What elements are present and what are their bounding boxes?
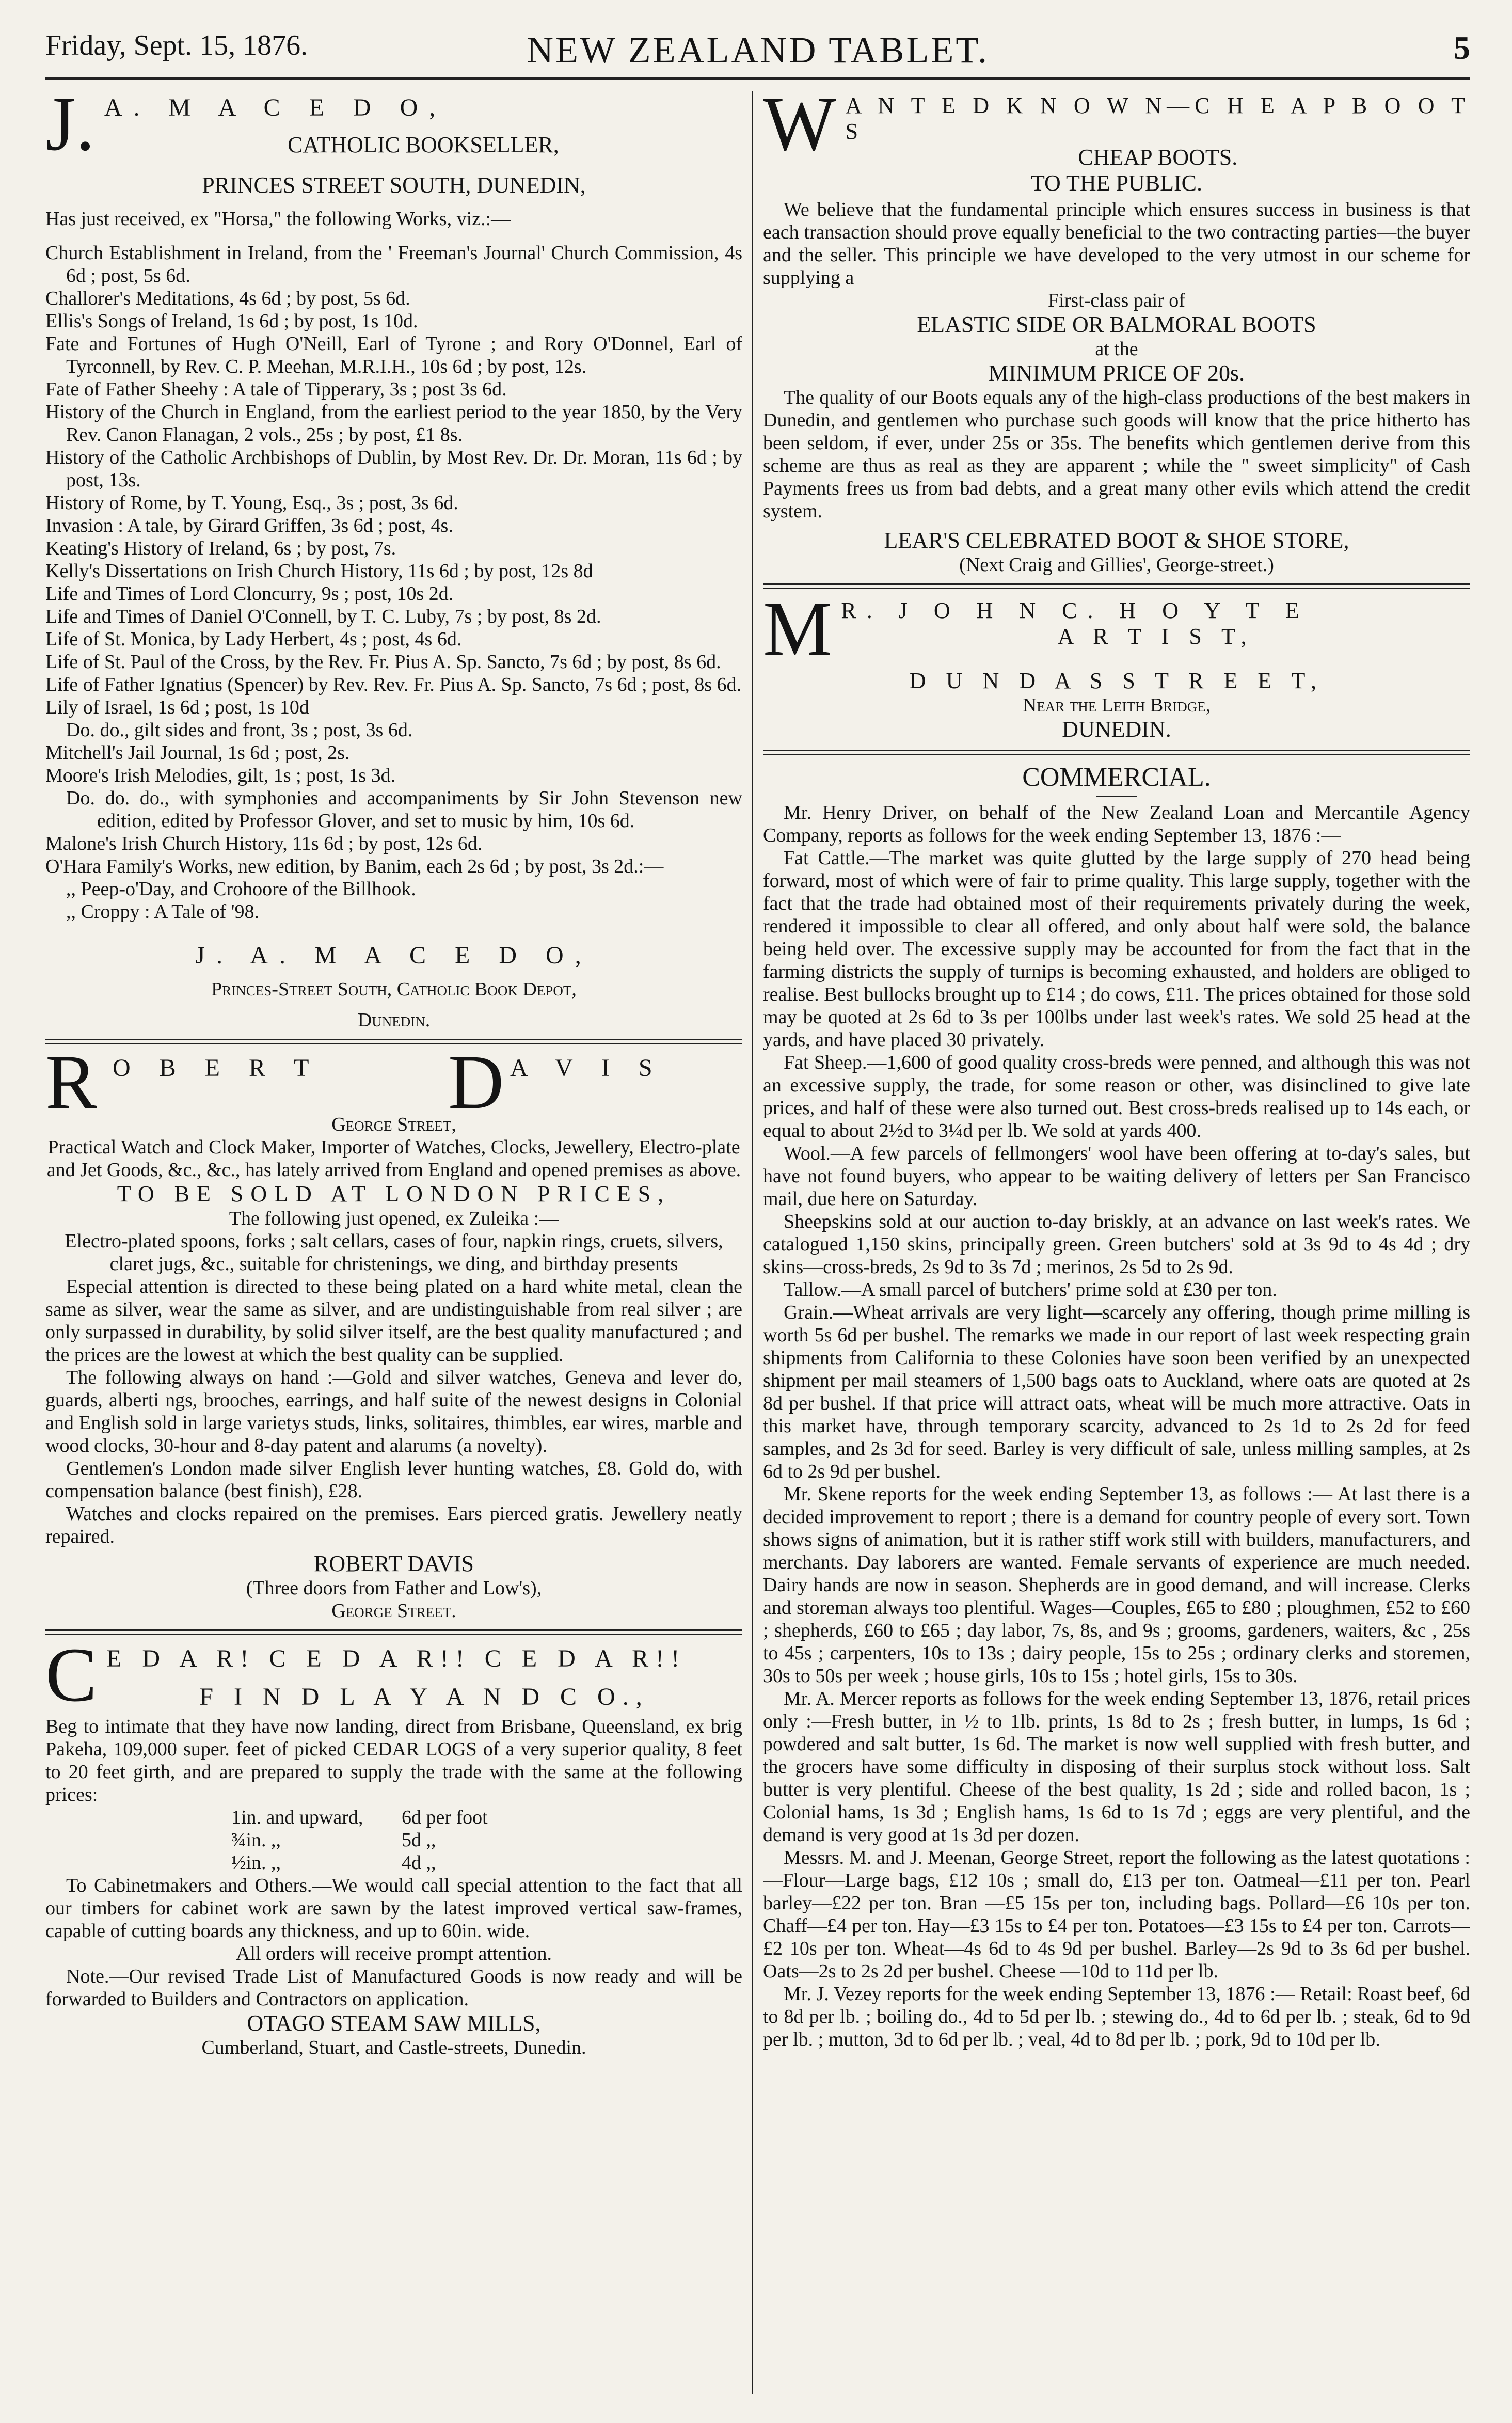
cedar-note: Note.—Our revised Trade List of Manufactured Goods is now ready and will be forwarded to Builders and Contractors on application. [45, 1966, 742, 2010]
davis-location: (Three doors from Father and Low's), [246, 1577, 542, 1599]
commercial-para: Mr. Skene reports for the week ending September 13, as follows :— At last there is a decided improvement to report ; there is a demand for country people of every sort. Town shows signs of animation, but it is rather stiff work still with builders, manufacturers, and merchants. Day laborers are wanted. Female servants of experience are much needed. Dairy hands are now in season. Shepherds are in good demand, and will increase. Clerks and storeman always too plentiful. Wages—Couples, £65 to £80 ; ploughmen, £52 to £60 ; shepherds, £60 to £65 ; day labor, 7s, 8s, and 9s ; grooms, gardeners, waiters, &c , 25s to 45s ; carpenters, 10s to 13s ; dairy people, 15s to 25s ; ordinary clerks and storemen, 30s to 50s per week ; house girls, 10s to 15s ; hotel girls, 15s to 30s. [763, 1483, 1470, 1687]
macedo-advert [45, 91, 742, 1032]
macedo-signature: J. A. M A C E D O, [195, 942, 593, 969]
macedo-drop-cap: J. [45, 91, 95, 158]
price-value: 5d ,, [402, 1829, 436, 1851]
davis-para-4: Watches and clocks repaired on the premises. Ears pierced gratis. Jewellery neatly repaired. [45, 1503, 742, 1547]
macedo-intro: Has just received, ex "Horsa," the following Works, viz.:— [45, 208, 511, 230]
section-rule [45, 1039, 742, 1040]
davis-first-name: O B E R T [113, 1054, 321, 1082]
davis-para-1: Especial attention is directed to these being plated on a hard white metal, clean the same as silver, wear the same as silver, and are undistinguishable from real silver ; are only surpassed in durability, by solid silver itself, are the best quality manufactured ; and the prices are the lowest at which the best quality can be supplied. [45, 1276, 742, 1366]
macedo-book-list [45, 242, 742, 923]
cedar-mills: OTAGO STEAM SAW MILLS, [247, 2010, 541, 2036]
commercial-para: Wool.—A few parcels of fellmongers' wool have been offering at to-day's sales, but have not found buyers, who appear to be waiting delivery of letters per San Francisco mail, due here on Saturday. [763, 1143, 1470, 1210]
macedo-depot: Princes-Street South, Catholic Book Depot, [211, 978, 577, 1000]
commercial-section [763, 762, 1470, 2051]
hoyte-artist: A R T I S T, [1057, 624, 1254, 649]
davis-heading: TO BE SOLD AT LONDON PRICES, [117, 1181, 671, 1207]
boots-drop-cap: W [763, 91, 836, 167]
cedar-para-1: Beg to intimate that they have now landing, direct from Brisbane, Queensland, ex brig Pakeha, 109,000 super. feet of picked CEDAR LOGS of a very superior quality, 8 feet to 20 feet girth, and are prepared to supply the trade with the same at the following prices: [45, 1716, 742, 1806]
commercial-para: Mr. J. Vezey reports for the week ending September 13, 1876 :— Retail: Roast beef, 6d to 8d per lb. ; boiling do., 4d to 5d per lb. ; stewing do., 4d to 6d per lb. ; steak, 6d to 9d per lb. ; mutton, 3d to 6d per lb. ; veal, 4d to 8d per lb. ; pork, 9d to 10d per lb. [763, 1983, 1470, 2050]
book-item: History of Rome, by T. Young, Esq., 3s ; post, 3s 6d. [45, 492, 458, 514]
book-item: Moore's Irish Melodies, gilt, 1s ; post, 1s 3d. [45, 765, 396, 786]
book-item: Life and Times of Lord Cloncurry, 9s ; post, 10s 2d. [45, 583, 454, 605]
boots-firstclass: First-class pair of [1048, 290, 1185, 311]
boots-public: TO THE PUBLIC. [1030, 170, 1203, 196]
book-item: Challorer's Meditations, 4s 6d ; by post, 5s 6d. [45, 288, 410, 309]
price-size: 1in. and upward, [231, 1807, 363, 1828]
hoyte-drop-cap: M [763, 596, 832, 660]
column-divider [752, 91, 753, 2394]
book-item: History of the Catholic Archbishops of Dublin, by Most Rev. Dr. Dr. Moran, 11s 6d ; by post, 13s. [45, 447, 742, 491]
book-item: Invasion : A tale, by Girard Griffen, 3s 6d ; post, 4s. [45, 515, 453, 536]
header-rule [45, 77, 1470, 80]
macedo-name: A. M A C E D O, [104, 94, 447, 121]
macedo-city: Dunedin. [357, 1009, 431, 1031]
commercial-para: Fat Cattle.—The market was quite glutted by the large supply of 270 head being forward, most of which were of fair to prime quality. This large supply, together with the fact that the trade had obtained most of their requirements privately during the week, rendered it impossible to clear all offered, and only about half were sold, the balance being held over. The excessive supply may be accounted for from the fact that in the farming districts the supply of turnips is becoming exhausted, and holders are obliged to realise. Best bullocks brought up to £14 ; do cows, £11. The prices obtained for those sold may be quoted at 2s 6d to 3s per 100lbs under last week's rates. We sold 25 head at the yards, and have placed 30 privately. [763, 847, 1470, 1051]
commercial-para: Mr. Henry Driver, on behalf of the New Zealand Loan and Mercantile Agency Company, reports as follows for the week ending September 13, 1876 :— [763, 802, 1470, 846]
commercial-para: Grain.—Wheat arrivals are very light—scarcely any offering, though prime milling is worth 5s 6d per bushel. The remarks we made in our report of last week respecting grain shipments from California to these Colonies have soon been verified by an unexpected shipment per mail steamers of 1,500 bags oats to Auckland, where oats are quoted at 2s 8d per bushel. If that price will attract oats, wheat will be much more attractive. Oats in this market have, through temporary scarcity, advanced to 2s 1d to 2s 2d for feed samples, and 2s 3d for seed. Barley is very difficult of sale, unless milling samples, at 2s 6d to 2s 9d per bushel. [763, 1302, 1470, 1482]
commercial-para: Tallow.—A small parcel of butchers' prime sold at £30 per ton. [784, 1279, 1277, 1301]
davis-drop-cap: R [45, 1051, 98, 1113]
book-item: Life of St. Paul of the Cross, by the Rev. Fr. Pius A. Sp. Sancto, 7s 6d ; by post, 8s 6d. [45, 651, 721, 673]
section-rule-thin [45, 1634, 742, 1635]
macedo-subtitle: CATHOLIC BOOKSELLER, [288, 132, 559, 157]
book-item: Church Establishment in Ireland, from the ' Freeman's Journal' Church Commission, 4s 6d ; post, 5s 6d. [45, 242, 742, 287]
hoyte-city: DUNEDIN. [1062, 717, 1171, 742]
boots-advert [763, 91, 1470, 576]
price-row [231, 1806, 742, 1829]
book-item: Life of Father Ignatius (Spencer) by Rev. Rev. Fr. Pius A. Sp. Sancto, 7s 6d ; post, 8s 6d. [45, 674, 742, 695]
book-item: Fate and Fortunes of Hugh O'Neill, Earl of Tyrone ; and Rory O'Donnel, Earl of Tyrconnell, by Rev. C. P. Meehan, M.R.I.H., 10s 6d ; by post, 12s. [45, 333, 742, 377]
cedar-firm: F I N D L A Y A N D C O., [199, 1683, 649, 1711]
book-item: Keating's History of Ireland, 6s ; by post, 7s. [45, 537, 396, 559]
price-row [231, 1829, 742, 1851]
price-row [231, 1851, 742, 1874]
book-item: Mitchell's Jail Journal, 1s 6d ; post, 2s. [45, 742, 350, 764]
cedar-drop-cap: C [45, 1642, 98, 1711]
boots-price: MINIMUM PRICE OF 20s. [988, 360, 1245, 386]
title-ornament [1096, 796, 1137, 797]
book-item: ,, Croppy : A Tale of '98. [66, 901, 259, 923]
commercial-title: COMMERCIAL. [1022, 763, 1211, 792]
commercial-para: Fat Sheep.—1,600 of good quality cross-breds were penned, and although this was not an excessive supply, the trade, for some reason or other, was disinclined to give late prices, and half of these were also turned out. Best cross-breds realised up to 14s each, or equal to about 2½d to 3¼d per lb. We sold at yards 400. [763, 1052, 1470, 1142]
boots-heading: A N T E D K N O W N—C H E A P B O O T S [845, 93, 1470, 144]
price-value: 4d ,, [402, 1852, 436, 1874]
book-item: Kelly's Dissertations on Irish Church History, 11s 6d ; by post, 12s 8d [45, 560, 593, 582]
right-column [763, 91, 1470, 2394]
cedar-advert [45, 1642, 742, 2059]
commercial-para: Sheepskins sold at our auction to-day briskly, at an advance on last week's rates. We catalogued 1,150 skins, principally green. Green butchers' sold at 3s 9d to 4s 4d ; dry skins—cross-breds, 2s 9d to 3s 7d ; merinos, 2s 5d to 2s 9d. [763, 1211, 1470, 1278]
book-item: Ellis's Songs of Ireland, 1s 6d ; by post, 1s 10d. [45, 310, 418, 332]
price-size: ¾in. ,, [231, 1829, 281, 1851]
section-rule-thin [763, 588, 1470, 589]
boots-store-address: (Next Craig and Gillies', George-street.) [959, 554, 1274, 576]
commercial-para: Messrs. M. and J. Meenan, George Street, report the following as the latest quotations :—Flour—Large bags, £12 10s ; small do, £13 per ton. Oatmeal—£11 per ton. Pearl barley—£22 per ton. Bran —£5 15s per ton, including bags. Pollard—£6 10s per ton. Chaff—£4 per ton. Hay—£3 15s to £4 per ton. Potatoes—£3 15s to £4 per ton. Carrots—£2 10s per ton. Wheat—4s 6d to 4s 9d per bushel. Barley—2s 9d to 3s 6d per bushel. Oats—2s to 2s 2d per bushel. Cheese —10d to 11d per lb. [763, 1847, 1470, 1982]
commercial-para: Mr. A. Mercer reports as follows for the week ending September 13, 1876, retail prices only :—Fresh butter, in ½ to 1lb. prints, 1s 8d to 2s ; fresh butter, in lumps, 1s 6d ; powdered and salt butter, 1s 6d. The market is now well supplied with fresh butter, and the grocers have some difficulty in disposing of their surplus stock without loss. Salt butter is very plentiful. Cheese of the best quality, 1s 2d ; side and rolled bacon, 1s ; Colonial hams, 1s 3d ; English hams, 1s 6d to 1s 7d ; eggs are very plentiful, and the demand is very good at 1s 3d per dozen. [763, 1688, 1470, 1846]
book-item: Do. do., gilt sides and front, 3s ; post, 3s 6d. [66, 719, 413, 741]
boots-store: LEAR'S CELEBRATED BOOT & SHOE STORE, [884, 528, 1349, 553]
hoyte-name: R. J O H N C. H O Y T E [841, 598, 1310, 623]
cedar-para-2: To Cabinetmakers and Others.—We would call special attention to the fact that all our timbers for cabinet work are sawn by the latest improved vertical saw-frames, capable of cutting boards any thickness, and up to 60in. wide. [45, 1875, 742, 1942]
davis-drop-cap-2: D [448, 1051, 504, 1113]
section-rule-thin [45, 1043, 742, 1044]
book-item: Do. do. do., with symphonies and accompaniments by Sir John Stevenson new edition, edited by Professor Glover, and set to music by him, 10s 6d. [66, 787, 742, 832]
davis-intro: Practical Watch and Clock Maker, Importer of Watches, Clocks, Jewellery, Electro-plate and Jet Goods, &c., &c., has lately arrived from England and opened premises as above. [46, 1136, 741, 1181]
section-rule-thin [763, 754, 1470, 755]
davis-electroplate: Electro-plated spoons, forks ; salt cellars, cases of four, napkin rings, cruets, silvers, claret jugs, &c., suitable for christenings, we ding, and birthday presents [65, 1230, 723, 1275]
book-item: Life of St. Monica, by Lady Herbert, 4s ; post, 4s 6d. [45, 628, 462, 650]
boots-para-2: The quality of our Boots equals any of the high-class productions of the best makers in Dunedin, and gentlemen who purchase such goods will know that the price hitherto has been seldom, if ever, under 25s or 35s. The benefits which gentlemen derive from this scheme are thus as real as they are apparent ; while the " sweet simplicity" of Cash Payments frees us from bad debts, and a great many other evils which attend the credit system. [763, 387, 1470, 522]
cedar-price-list [231, 1806, 742, 1874]
davis-advert [45, 1051, 742, 1622]
section-rule [763, 750, 1470, 751]
boots-type: ELASTIC SIDE OR BALMORAL BOOTS [917, 312, 1316, 337]
section-rule [763, 583, 1470, 585]
book-item: Life and Times of Daniel O'Connell, by T. C. Luby, 7s ; by post, 8s 2d. [45, 606, 601, 627]
davis-signature: ROBERT DAVIS [314, 1551, 474, 1576]
boots-para-1: We believe that the fundamental principle which ensures success in business is that each transaction should prove equally beneficial to the two contracting parties—the buyer and the seller. This principle we have developed to the very utmost in our scheme for supplying a [763, 199, 1470, 289]
section-rule [45, 1629, 742, 1631]
boots-cheap: CHEAP BOOTS. [1078, 145, 1238, 170]
davis-last-name: A V I S [510, 1054, 664, 1082]
book-item: Lily of Israel, 1s 6d ; post, 1s 10d [45, 696, 309, 718]
header-date: Friday, Sept. 15, 1876. [45, 29, 308, 61]
cedar-para-3: All orders will receive prompt attention. [235, 1943, 552, 1965]
cedar-address: Cumberland, Stuart, and Castle-streets, Dunedin. [201, 2037, 586, 2058]
book-item: Fate of Father Sheehy : A tale of Tipperary, 3s ; post 3s 6d. [45, 378, 507, 400]
left-column [45, 91, 742, 2394]
hoyte-advert [763, 596, 1470, 742]
macedo-address: PRINCES STREET SOUTH, DUNEDIN, [202, 172, 586, 198]
hoyte-near: Near the Leith Bridge, [1022, 694, 1211, 716]
header-title: NEW ZEALAND TABLET. [526, 29, 990, 71]
header-page-number: 5 [1454, 29, 1470, 66]
hoyte-street: D U N D A S S T R E E T, [909, 668, 1324, 693]
book-item: Malone's Irish Church History, 11s 6d ; by post, 12s 6d. [45, 833, 483, 854]
book-item: O'Hara Family's Works, new edition, by Banim, each 2s 6d ; by post, 3s 2d.:— [45, 856, 664, 877]
davis-street: George Street, [331, 1114, 456, 1135]
davis-street-sig: George Street. [331, 1600, 456, 1622]
boots-at-the: at the [1095, 338, 1138, 360]
book-item: History of the Church in England, from the earliest period to the year 1850, by the Very Rev. Canon Flanagan, 2 vols., 25s ; by post, £1 8s. [45, 401, 742, 446]
cedar-heading: E D A R! C E D A R!! C E D A R!! [106, 1645, 687, 1672]
book-item: ,, Peep-o'Day, and Crohoore of the Billhook. [66, 878, 416, 900]
davis-new-stock: The following just opened, ex Zuleika :— [229, 1208, 559, 1229]
davis-para-3: Gentlemen's London made silver English lever hunting watches, £8. Gold do, with compensation balance (best finish), £28. [45, 1458, 742, 1502]
price-size: ½in. ,, [231, 1852, 281, 1874]
price-value: 6d per foot [402, 1807, 488, 1828]
davis-para-2: The following always on hand :—Gold and silver watches, Geneva and lever do, guards, alberti ngs, brooches, earrings, and half suite of the newest designs in Colonial and English sold in large varietys studs, links, solitaires, thimbles, ear wires, marble and wood clocks, 30-hour and 8-day patent and alarums (a novelty). [45, 1367, 742, 1456]
